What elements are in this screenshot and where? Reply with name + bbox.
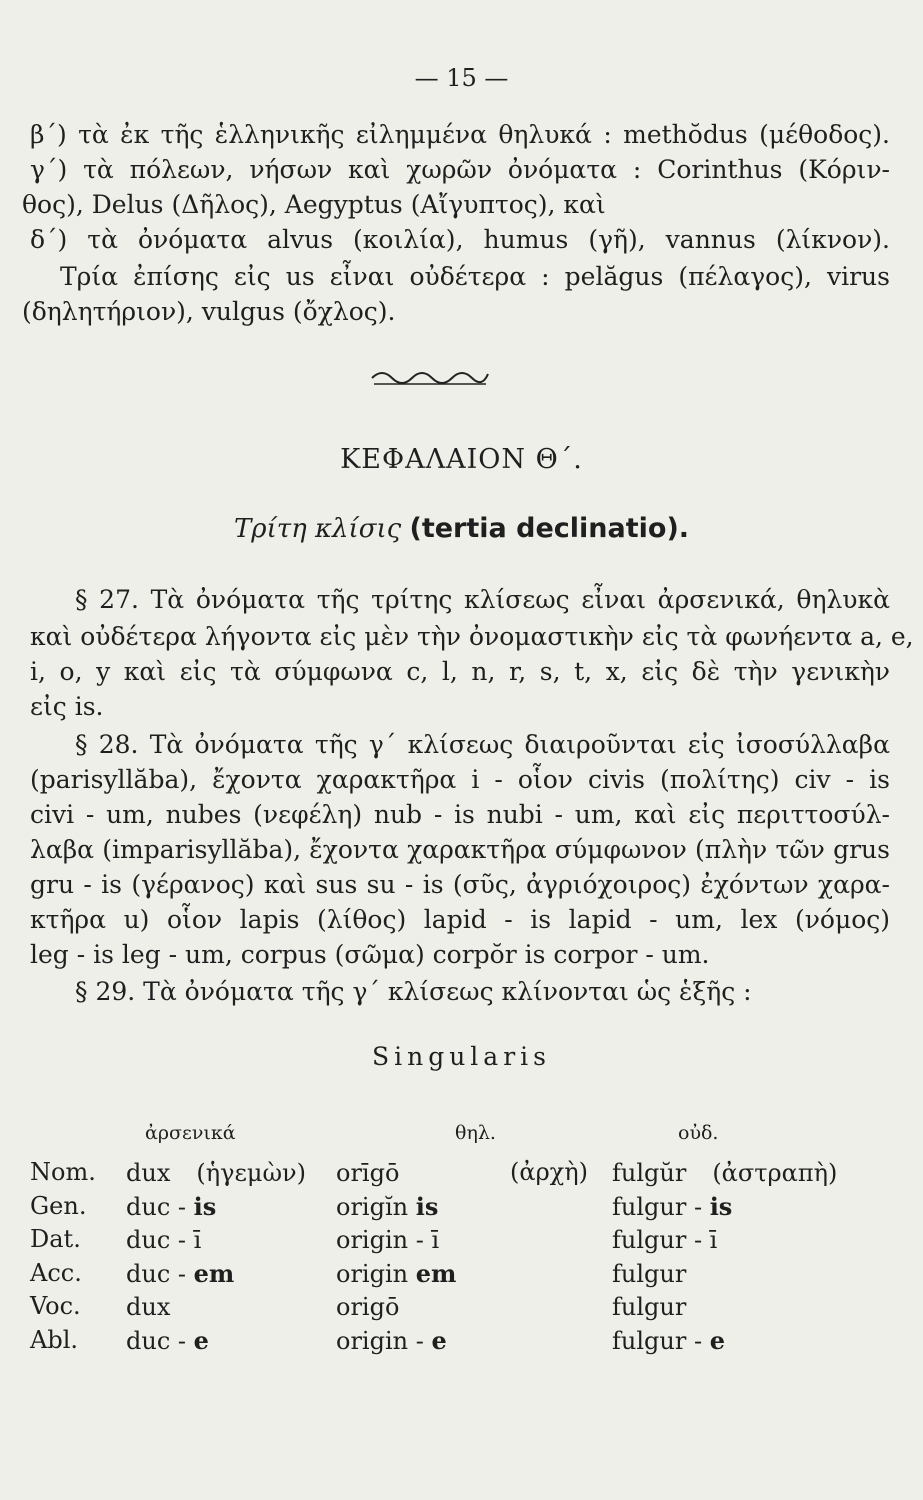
- cell-f-gloss: (ἀρχὴ): [510, 1158, 588, 1186]
- cell-f-end: is: [415, 1191, 439, 1221]
- text-line: § 29. Τὰ ὀνόματα τῆς γ΄ κλίσεως κλίνονται ὡς ἑξῆς :: [75, 977, 752, 1006]
- cell-m-stem: duc - ī: [126, 1226, 202, 1254]
- cell-m-gloss: (ἡγεμὼν): [196, 1159, 306, 1187]
- text-line: εἰς is.: [30, 692, 104, 721]
- table-row: [30, 1158, 890, 1192]
- cell-case: Dat.: [30, 1225, 81, 1253]
- table-cell: [484, 1292, 612, 1326]
- text-line: β΄) τὰ ἐκ τῆς ἑλληνικῆς εἰλημμένα θηλυκά : methŏdus (μέθοδος).: [30, 120, 890, 149]
- table-cell: [30, 1225, 126, 1259]
- cell-m-end: is: [193, 1191, 217, 1221]
- table-row: [30, 1192, 890, 1226]
- table-cell: [30, 1292, 126, 1326]
- table-cell: [126, 1225, 336, 1259]
- table-cell: [484, 1326, 612, 1360]
- column-header-feminine: θηλ.: [455, 1122, 496, 1144]
- cell-m-end: e: [193, 1325, 209, 1355]
- table-cell: [126, 1326, 336, 1360]
- text-line: § 28. Τὰ ὀνόματα τῆς γ΄ κλίσεως διαιροῦνται εἰς ἰσοσύλλαβα: [75, 730, 890, 759]
- cell-n-stem: fulgur -: [612, 1192, 710, 1221]
- table-cell: [30, 1192, 126, 1226]
- table-cell: [484, 1259, 612, 1293]
- table-cell: [126, 1259, 336, 1293]
- cell-m-stem: duc -: [126, 1192, 194, 1221]
- cell-case: Acc.: [30, 1258, 82, 1287]
- text-line: (δηλητήριον), vulgus (ὄχλος).: [22, 297, 396, 326]
- table-cell: [30, 1326, 126, 1360]
- chapter-heading: ΚΕΦΑΛΑΙΟΝ Θ΄.: [340, 444, 583, 475]
- cell-n-end: e: [709, 1325, 725, 1355]
- cell-case: Gen.: [30, 1191, 87, 1220]
- cell-f-stem: origō: [336, 1293, 400, 1321]
- cell-case: Nom.: [30, 1158, 96, 1186]
- cell-m-stem: duc -: [126, 1259, 194, 1288]
- subhead-latin: (tertia declinatio).: [409, 513, 690, 544]
- cell-n-stem: fulgur -: [612, 1326, 710, 1355]
- cell-f-stem: origĭn: [336, 1192, 416, 1221]
- cell-case: Voc.: [30, 1292, 81, 1320]
- cell-n-end: is: [709, 1191, 733, 1221]
- table-cell: [126, 1192, 336, 1226]
- cell-m-stem: dux: [126, 1293, 171, 1321]
- table-cell: [484, 1225, 612, 1259]
- text-line: civi - um, nubes (νεφέλη) nub - is nubi - um, καὶ εἰς περιττοσύλ-: [30, 800, 890, 829]
- table-cell: [336, 1292, 484, 1326]
- cell-f-end: em: [415, 1258, 457, 1288]
- cell-n-stem: fulgŭr: [612, 1159, 687, 1187]
- table-cell: [30, 1259, 126, 1293]
- table-cell: [30, 1158, 126, 1192]
- cell-m-stem: dux: [126, 1159, 171, 1187]
- cell-n-gloss: (ἀστραπὴ): [712, 1159, 838, 1187]
- table-cell: [484, 1158, 612, 1192]
- column-header-masculine: ἀρσενικά: [145, 1122, 236, 1144]
- cell-n-stem: fulgur - ī: [612, 1226, 718, 1254]
- table-cell: [336, 1326, 484, 1360]
- text-line: leg - is leg - um, corpus (σῶμα) corpŏr is corpor - um.: [30, 940, 710, 969]
- cell-f-stem: origin - ī: [336, 1226, 440, 1254]
- cell-n-stem: fulgur: [612, 1259, 687, 1288]
- cell-f-stem: origin -: [336, 1326, 432, 1355]
- table-row: [30, 1292, 890, 1326]
- table-cell: [612, 1326, 890, 1360]
- cell-m-stem: duc -: [126, 1326, 194, 1355]
- cell-f-stem: orīgō: [336, 1159, 400, 1187]
- cell-m-end: em: [193, 1258, 235, 1288]
- text-line: Τρία ἐπίσης εἰς us εἶναι οὐδέτερα : pelăgus (πέλαγος), virus: [60, 262, 890, 291]
- cell-case: Abl.: [30, 1325, 78, 1354]
- table-title: Singularis: [371, 1042, 551, 1071]
- table-cell: [336, 1192, 484, 1226]
- text-line: λαβα (imparisyllăba), ἔχοντα χαρακτῆρα σύμφωνον (πλὴν τῶν grus: [30, 835, 890, 864]
- text-line: κτῆρα u) οἷον lapis (λίθος) lapid - is lapid - um, lex (νόμος): [30, 905, 890, 934]
- table-cell: [336, 1259, 484, 1293]
- table-cell: [612, 1158, 890, 1192]
- table-cell: [336, 1158, 484, 1192]
- subhead-greek: Τρίτη κλίσις: [233, 514, 402, 544]
- table-cell: [612, 1259, 890, 1293]
- text-line: θος), Delus (Δῆλος), Aegyptus (Αἴγυπτος), καὶ: [22, 190, 606, 219]
- table-cell: [126, 1292, 336, 1326]
- cell-f-end: e: [431, 1325, 447, 1355]
- page-number: — 15 —: [414, 64, 509, 92]
- table-row: [30, 1259, 890, 1293]
- column-header-neuter: οὐδ.: [678, 1122, 719, 1144]
- table-row: [30, 1326, 890, 1360]
- table-row: [30, 1225, 890, 1259]
- text-line: καὶ οὐδέτερα λήγοντα εἰς μὲν τὴν ὀνομαστικὴν εἰς τὰ φωνήεντα a, e,: [30, 622, 914, 651]
- table-cell: [484, 1192, 612, 1226]
- table-cell: [612, 1225, 890, 1259]
- table-cell: [612, 1292, 890, 1326]
- text-line: § 27. Τὰ ὀνόματα τῆς τρίτης κλίσεως εἶναι ἀρσενικά, θηλυκὰ: [75, 585, 890, 614]
- ornament-divider: [370, 362, 490, 392]
- text-line: γ΄) τὰ πόλεων, νήσων καὶ χωρῶν ὀνόματα : Corinthus (Κόριν-: [30, 155, 890, 184]
- chapter-subheading: [0, 512, 923, 546]
- text-line: gru - is (γέρανος) καὶ sus su - is (σῦς, ἀγριόχοιρος) ἐχόντων χαρα-: [30, 870, 890, 899]
- cell-n-stem: fulgur: [612, 1293, 687, 1321]
- text-line: i, o, y καὶ εἰς τὰ σύμφωνα c, l, n, r, s, t, x, εἰς δὲ τὴν γενικὴν: [30, 657, 890, 686]
- table-cell: [126, 1158, 336, 1192]
- table-cell: [336, 1225, 484, 1259]
- text-line: (parisyllăba), ἔχοντα χαρακτῆρα i - οἷον civis (πολίτης) civ - is: [30, 765, 890, 794]
- declension-table: [30, 1158, 890, 1359]
- table-cell: [612, 1192, 890, 1226]
- text-line: δ΄) τὰ ὀνόματα alvus (κοιλία), humus (γῆ), vannus (λίκνον).: [30, 225, 890, 254]
- cell-f-stem: origin: [336, 1259, 416, 1288]
